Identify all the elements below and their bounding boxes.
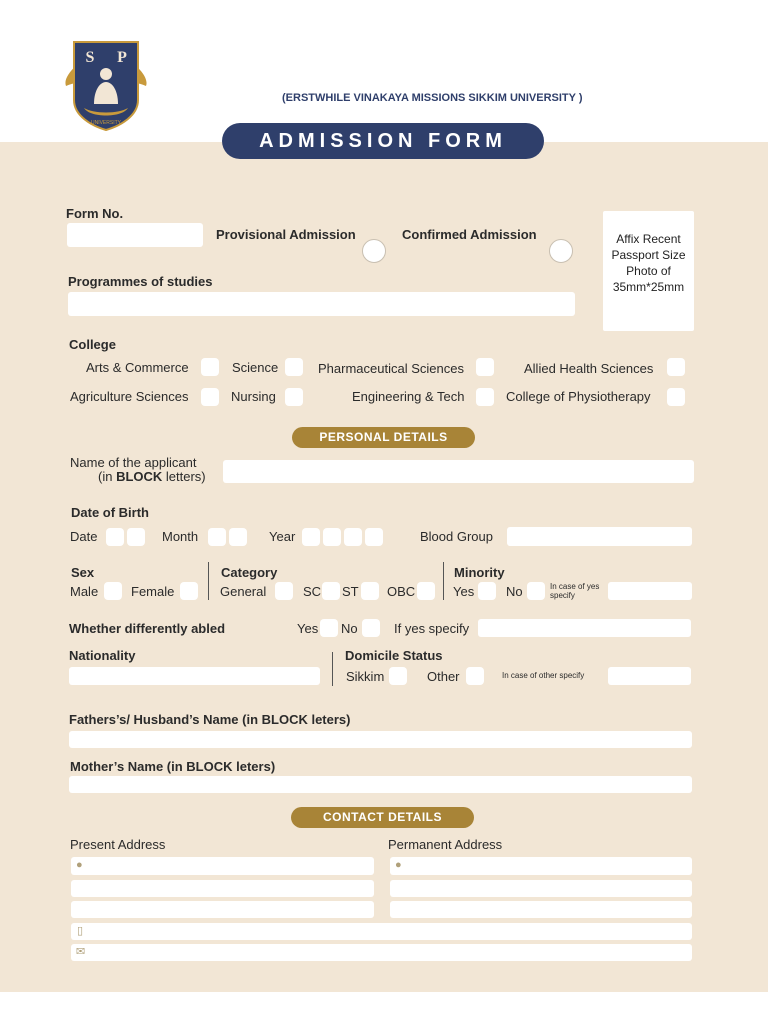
college-option-science: Science [232, 360, 279, 375]
mobile-input[interactable] [71, 923, 692, 940]
general-label: General [220, 584, 267, 599]
date-digit-2[interactable] [127, 528, 145, 546]
divider [332, 652, 333, 686]
contact-details-header: CONTACT DETAILS [291, 807, 474, 828]
applicant-name-label: Name of the applicant [70, 455, 197, 470]
year-digit-2[interactable] [323, 528, 341, 546]
college-option-allied: Allied Health Sciences [524, 361, 654, 376]
logo-letter-s: S [85, 49, 95, 66]
college-option-engineering: Engineering & Tech [352, 389, 465, 404]
year-digit-1[interactable] [302, 528, 320, 546]
differently-abled-label: Whether differently abled [69, 621, 226, 636]
present-address-line-1[interactable] [71, 857, 374, 875]
other-specify-input[interactable] [608, 667, 691, 685]
checkbox-nursing[interactable] [285, 388, 303, 406]
college-option-agri: Agriculture Sciences [70, 389, 189, 404]
year-digit-3[interactable] [344, 528, 362, 546]
minority-label: Minority [454, 565, 505, 580]
checkbox-engineering[interactable] [476, 388, 494, 406]
checkbox-science[interactable] [285, 358, 303, 376]
permanent-address-line-3[interactable] [390, 901, 692, 918]
checkbox-allied[interactable] [667, 358, 685, 376]
abled-yes-label: Yes [297, 621, 319, 636]
month-digit-1[interactable] [208, 528, 226, 546]
college-option-physio: College of Physiotherapy [506, 389, 651, 404]
email-icon: ✉ [76, 946, 86, 958]
domicile-label: Domicile Status [345, 648, 443, 663]
logo-letter-p: P [117, 49, 127, 66]
other-checkbox[interactable] [466, 667, 484, 685]
male-label: Male [70, 584, 99, 599]
checkbox-pharma[interactable] [476, 358, 494, 376]
dob-label: Date of Birth [71, 505, 149, 520]
programmes-label: Programmes of studies [68, 274, 213, 289]
abled-no-label: No [341, 621, 358, 636]
minority-specify-input[interactable] [608, 582, 692, 600]
father-name-label: Fathers’s/ Husband’s Name (in BLOCK leters) [69, 712, 351, 727]
form-no-label: Form No. [66, 206, 124, 221]
blood-group-input[interactable] [507, 527, 692, 546]
blood-group-label: Blood Group [420, 529, 493, 544]
father-name-input[interactable] [69, 731, 692, 748]
category-label: Category [221, 565, 278, 580]
general-checkbox[interactable] [275, 582, 293, 600]
permanent-address-label: Permanent Address [388, 837, 503, 852]
abled-yes-checkbox[interactable] [320, 619, 338, 637]
minority-no-checkbox[interactable] [527, 582, 545, 600]
other-specify-label: In case of other specify [502, 671, 585, 680]
photo-box[interactable] [603, 211, 694, 331]
year-digit-4[interactable] [365, 528, 383, 546]
sc-label: SC [303, 584, 322, 599]
checkbox-agri[interactable] [201, 388, 219, 406]
sikkim-label: Sikkim [346, 669, 385, 684]
sex-label: Sex [71, 565, 95, 580]
personal-details-header: PERSONAL DETAILS [292, 427, 475, 448]
mother-name-input[interactable] [69, 776, 692, 793]
male-checkbox[interactable] [104, 582, 122, 600]
programmes-input[interactable] [68, 292, 575, 316]
form-no-input[interactable] [67, 223, 203, 247]
location-pin-icon: ● [395, 859, 402, 871]
minority-specify-label: In case of yes specify [550, 582, 600, 600]
email-input[interactable] [71, 944, 692, 961]
abled-specify-input[interactable] [478, 619, 691, 637]
minority-yes-checkbox[interactable] [478, 582, 496, 600]
minority-no-label: No [506, 584, 523, 599]
confirmed-admission-label: Confirmed Admission [402, 227, 537, 242]
present-address-label: Present Address [70, 837, 166, 852]
applicant-name-sublabel: (in BLOCK letters) [98, 469, 206, 484]
college-option-arts: Arts & Commerce [86, 360, 189, 375]
abled-specify-label: If yes specify [394, 621, 470, 636]
university-logo [60, 38, 152, 132]
permanent-address-line-2[interactable] [390, 880, 692, 897]
female-label: Female [131, 584, 175, 599]
present-address-line-3[interactable] [71, 901, 374, 918]
form-title: ADMISSION FORM [222, 123, 544, 159]
checkbox-physio[interactable] [667, 388, 685, 406]
mobile-phone-icon: ▯ [77, 925, 84, 937]
divider [208, 562, 209, 600]
photo-instruction: Affix Recent Passport Size Photo of 35mm*25mm [611, 232, 686, 294]
st-checkbox[interactable] [361, 582, 379, 600]
checkbox-arts[interactable] [201, 358, 219, 376]
st-label: ST [342, 584, 359, 599]
obc-checkbox[interactable] [417, 582, 435, 600]
month-digit-2[interactable] [229, 528, 247, 546]
year-label: Year [269, 529, 296, 544]
college-label: College [69, 337, 116, 352]
confirmed-admission-radio[interactable] [549, 239, 573, 263]
permanent-address-line-1[interactable] [390, 857, 692, 875]
college-option-nursing: Nursing [231, 389, 276, 404]
sc-checkbox[interactable] [322, 582, 340, 600]
female-checkbox[interactable] [180, 582, 198, 600]
minority-yes-label: Yes [453, 584, 475, 599]
location-pin-icon: ● [76, 859, 83, 871]
date-digit-1[interactable] [106, 528, 124, 546]
abled-no-checkbox[interactable] [362, 619, 380, 637]
nationality-input[interactable] [69, 667, 320, 685]
university-subtitle: (ERSTWHILE VINAKAYA MISSIONS SIKKIM UNIVERSITY ) [282, 92, 583, 104]
mother-name-label: Mother’s Name (in BLOCK leters) [70, 759, 276, 774]
provisional-admission-label: Provisional Admission [216, 227, 356, 242]
provisional-admission-radio[interactable] [362, 239, 386, 263]
divider [443, 562, 444, 600]
college-option-pharma: Pharmaceutical Sciences [318, 361, 464, 376]
logo-ribbon-text: UNIVERSITY [90, 120, 122, 126]
other-label: Other [427, 669, 460, 684]
date-label: Date [70, 529, 98, 544]
applicant-name-input[interactable] [223, 460, 694, 483]
month-label: Month [162, 529, 199, 544]
sikkim-checkbox[interactable] [389, 667, 407, 685]
present-address-line-2[interactable] [71, 880, 374, 897]
obc-label: OBC [387, 584, 416, 599]
nationality-label: Nationality [69, 648, 136, 663]
